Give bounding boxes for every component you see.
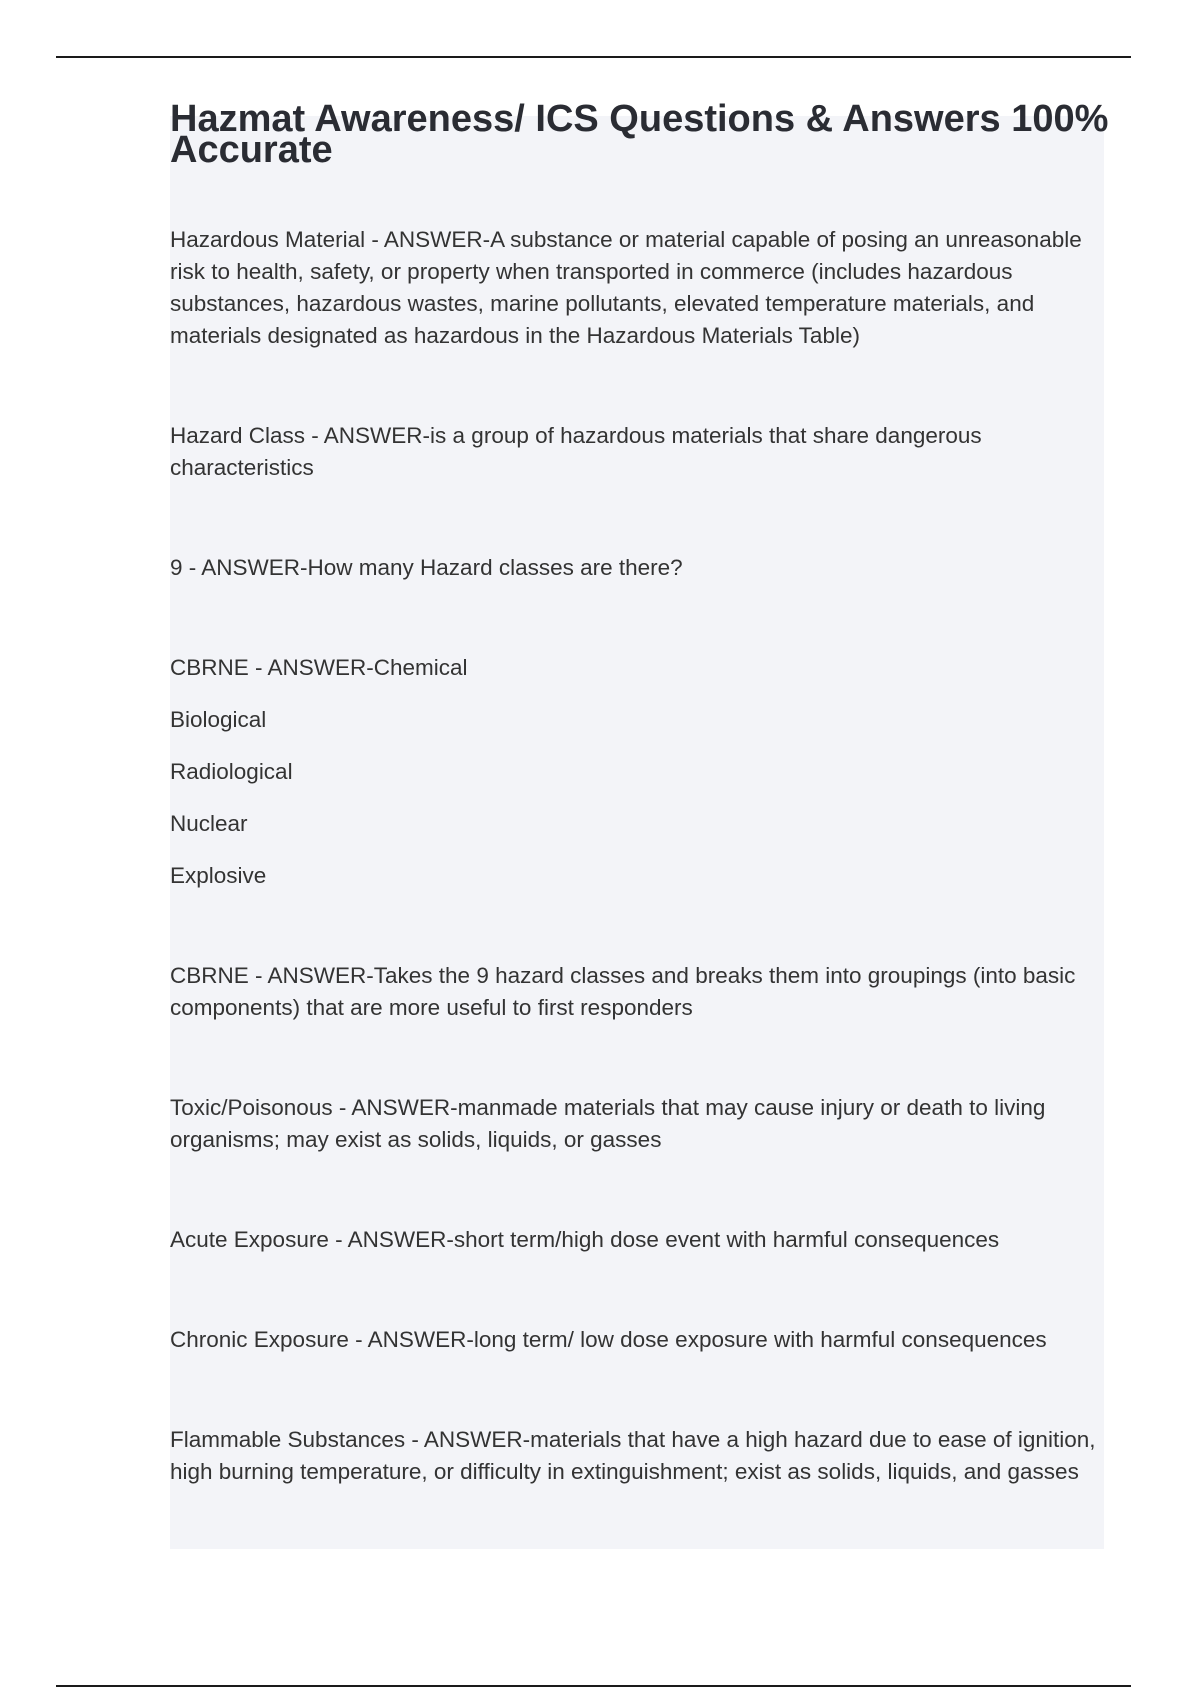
qa-entry-text: Acute Exposure - ANSWER-short term/high dose event with harmful consequences — [170, 1227, 1000, 1252]
qa-entry-text: Chronic Exposure - ANSWER-long term/ low dose exposure with harmful consequences — [170, 1327, 1047, 1352]
qa-entry-list-item: Nuclear — [170, 811, 248, 836]
qa-entry-list-item: Radiological — [170, 759, 293, 784]
document-title: Hazmat Awareness/ ICS Questions & Answers 100% Accurate — [170, 98, 1109, 171]
qa-entry-text: Toxic/Poisonous - ANSWER-manmade materials that may cause injury or death to living organisms; may exist as solids, liquids, or gasses — [170, 1095, 1046, 1152]
qa-entry-text: CBRNE - ANSWER-Chemical — [170, 655, 468, 680]
qa-entry-text: Flammable Substances - ANSWER-materials that have a high hazard due to ease of ignition, high burning temperature, or difficulty in extinguishment; exist as solids, liquids, and gasses — [170, 1427, 1096, 1484]
qa-entry-hazard-class-count — [170, 552, 1110, 584]
qa-entry-text: Hazardous Material - ANSWER-A substance or material capable of posing an unreasonable risk to health, safety, or property when transported in commerce (includes hazardous substances, hazardous wastes, marine pollutants, elevated temperature materials, and materials designated as hazardous in the Hazardous Materials Table) — [170, 227, 1082, 348]
qa-entry-flammable-substances — [170, 1424, 1110, 1488]
top-rule — [56, 56, 1131, 58]
qa-entry-text: 9 - ANSWER-How many Hazard classes are there? — [170, 555, 683, 580]
qa-entry-list-item: Biological — [170, 707, 267, 732]
bottom-rule — [56, 1685, 1131, 1687]
qa-entry-hazard-class — [170, 420, 1110, 484]
qa-entry-toxic-poisonous — [170, 1092, 1110, 1156]
qa-entry-chronic-exposure — [170, 1324, 1110, 1356]
qa-entry-list-item: Explosive — [170, 863, 267, 888]
qa-entry-cbrne-definition — [170, 960, 1110, 1024]
qa-entry-hazardous-material — [170, 224, 1110, 352]
qa-entry-acute-exposure — [170, 1224, 1110, 1256]
qa-list — [170, 224, 1110, 1488]
qa-entry-text: Hazard Class - ANSWER-is a group of hazardous materials that share dangerous characteristics — [170, 423, 982, 480]
qa-entry-cbrne-list — [170, 652, 1110, 892]
qa-entry-text: CBRNE - ANSWER-Takes the 9 hazard classes and breaks them into groupings (into basic components) that are more useful to first responders — [170, 963, 1076, 1020]
